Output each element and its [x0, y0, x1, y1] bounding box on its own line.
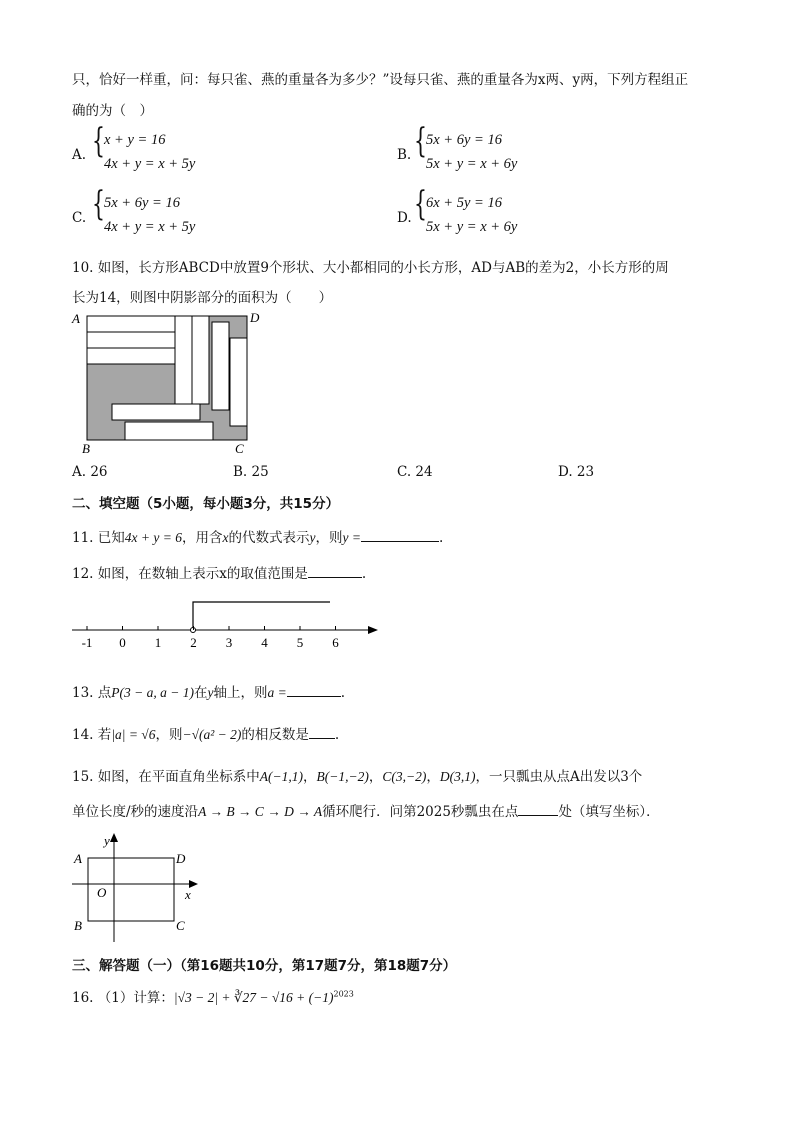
q16-line: 16. （1）计算：|√3 − 2| + ∛27 − $√16 + (-1)^{2023}$ [72, 989, 354, 1006]
q15-answer-blank[interactable] [518, 803, 558, 816]
q11-line: 11. 已知4x + y = 6，用含x的代数式表示y，则y = . [72, 530, 444, 546]
tick-label: 6 [332, 635, 339, 650]
q9-c-eq2: 4x + y = x + 5y [104, 219, 196, 235]
q9-option-c-label: C. [72, 210, 87, 226]
q9-option-d-label: D. [397, 210, 412, 226]
label-d: D [176, 851, 186, 866]
q10-option-a: A. 26 [72, 464, 108, 480]
tick-label: 1 [154, 635, 162, 650]
q9-d-eq1: 6x + 5y = 16 [426, 195, 502, 211]
small-rect-2 [87, 332, 175, 348]
q12-number-line [66, 594, 386, 658]
section3-title: 三、解答题（一）（第16题共10分，第17题7分，第18题7分） [72, 958, 457, 974]
q14-answer-blank[interactable] [309, 726, 335, 739]
q13-line: 13. 点P(3 − a, a − 1)在y轴上，则a = . [72, 685, 346, 701]
q13-point: P(3 − a, a − 1) [111, 685, 194, 700]
q9-line2: 确的为（ ） [72, 103, 153, 119]
label-a: A [72, 311, 80, 326]
q10-line2: 长为14，则图中阴影部分的面积为（ ） [72, 290, 333, 306]
tick-label: 4 [261, 635, 268, 650]
tick-label: 3 [225, 635, 233, 650]
q15-coordinate-figure [70, 830, 210, 946]
number-line-arrow-icon [368, 626, 378, 634]
small-rect-1 [87, 316, 175, 332]
q13-answer-blank[interactable] [287, 684, 341, 697]
q14-expr: −√(a² − 2) [182, 727, 242, 742]
section2-title: 二、填空题（5小题，每小题3分，共15分） [72, 496, 340, 512]
q12-answer-blank[interactable] [308, 565, 362, 578]
q14-line: 14. 若|a| = √6，则−√(a² − 2)的相反数是 . [72, 727, 340, 743]
q9-option-a-label: A. [72, 147, 87, 163]
q10-option-c: C. 24 [397, 464, 433, 480]
small-rect-5 [192, 316, 209, 404]
small-rect-6 [212, 322, 229, 410]
tick-label: 5 [296, 635, 304, 650]
q9-b-eq1: 5x + 6y = 16 [426, 132, 502, 148]
label-c: C [235, 441, 244, 456]
small-rect-7 [230, 338, 247, 426]
q10-option-b: B. 25 [233, 464, 269, 480]
q12-line: 12. 如图，在数轴上表示x的取值范围是 . [72, 566, 367, 582]
q10-figure [70, 308, 260, 458]
q15-line2: 单位长度/秒的速度沿A → B → C → D → A循环爬行．问第2025秒瓢虫在点 处（填写坐标）． [72, 804, 660, 820]
label-d: D [250, 310, 260, 325]
y-label: y [104, 833, 110, 848]
range-bracket [193, 602, 330, 630]
q14-cond: |a| = √6 [111, 727, 156, 742]
small-rect-4 [175, 316, 192, 404]
q16-exponent: 2023 [333, 989, 354, 999]
q16-expr: |√3 − 2| + ∛27 − √16 + (−1) [173, 990, 334, 1005]
small-rect-8 [112, 404, 200, 420]
tick-label: 2 [190, 635, 197, 650]
small-rect-3 [87, 348, 175, 364]
label-a: A [74, 851, 82, 866]
q9-option-b-label: B. [397, 147, 412, 163]
q9-line1: 只，恰好一样重，问：每只雀、燕的重量各为多少？”设每只雀、燕的重量各为x两、y两，下列方程组正 [72, 72, 689, 88]
y-axis-arrow-icon [110, 833, 118, 842]
tick-label: -1 [81, 635, 93, 650]
q11-answer-blank[interactable] [361, 529, 439, 542]
label-b: B [74, 918, 82, 933]
x-label: x [185, 887, 191, 902]
q9-a-eq1: x + y = 16 [104, 132, 166, 148]
tick-label: 0 [119, 635, 126, 650]
q9-a-eq2: 4x + y = x + 5y [104, 156, 196, 172]
q9-b-eq2: 5x + y = x + 6y [426, 156, 518, 172]
q9-c-eq1: 5x + 6y = 16 [104, 195, 180, 211]
q10-line1: 10. 如图，长方形ABCD中放置9个形状、大小都相同的小长方形，AD与AB的差为2，小长方形的周 [72, 260, 669, 276]
q10-option-d: D. 23 [558, 464, 595, 480]
label-c: C [176, 918, 185, 933]
q15-line1: 15. 如图，在平面直角坐标系中A(−1,1)，B(−1,−2)，C(3,−2)，D(3,1)，一只瓢虫从点A出发以3个 [72, 769, 643, 785]
origin-label: O [97, 885, 107, 900]
label-b: B [82, 441, 90, 456]
small-rect-9 [125, 422, 213, 440]
q11-expr: 4x + y = 6 [124, 530, 182, 545]
q9-d-eq2: 5x + y = x + 6y [426, 219, 518, 235]
